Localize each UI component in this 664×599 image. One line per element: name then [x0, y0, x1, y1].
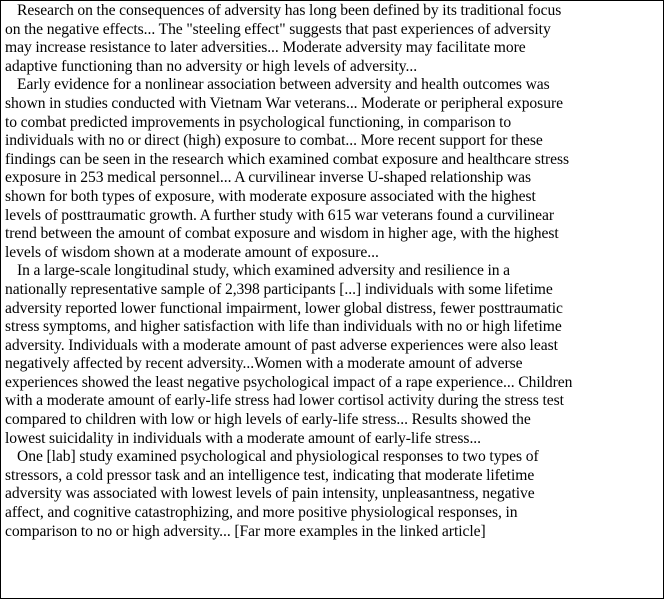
paragraph-2-line-6: exposure in 253 medical personnel... A curvilinear inverse U-shaped relationship was — [5, 169, 532, 187]
paragraph-3-line-2: nationally representative sample of 2,398 participants [...] individuals with some lifetime — [5, 280, 553, 298]
paragraph-1-line-2: on the negative effects... The "steeling effect" suggests that past experiences of adversity — [5, 20, 551, 38]
paragraph-3-line-10: lowest suicidality in individuals with a moderate amount of early-life stress... — [5, 429, 481, 447]
paragraph-2-line-9: trend between the amount of combat exposure and wisdom in higher age, with the highest — [5, 225, 559, 243]
paragraph-2-line-10: levels of wisdom shown at a moderate amount of exposure... — [5, 243, 379, 261]
paragraph-4-line-1: One [lab] study examined psychological and physiological responses to two types of — [17, 448, 539, 466]
paragraph-3-line-5: adversity. Individuals with a moderate amount of past adverse experiences were also least — [5, 336, 558, 354]
paragraph-3-line-3: adversity reported lower functional impairment, lower global distress, fewer posttraumatic — [5, 299, 563, 317]
paragraph-2-line-1: Early evidence for a nonlinear association between adversity and health outcomes was — [17, 76, 550, 94]
paragraph-2-line-5: findings can be seen in the research which examined combat exposure and healthcare stress — [5, 150, 570, 168]
paragraph-1-line-1: Research on the consequences of adversity has long been defined by its traditional focus — [17, 2, 562, 19]
paragraph-4-line-3: adversity was associated with lowest levels of pain intensity, unpleasantness, negative — [5, 485, 535, 503]
paragraph-3-line-8: with a moderate amount of early-life stress had lower cortisol activity during the stress test — [5, 392, 564, 410]
paragraph-1-line-4: adaptive functioning than no adversity or high levels of adversity... — [5, 57, 418, 75]
paragraph-2-line-3: to combat predicted improvements in psychological functioning, in comparison to — [5, 113, 512, 131]
paragraph-3-line-6: negatively affected by recent adversity...Women with a moderate amount of adverse — [5, 355, 523, 373]
paragraph-1-line-3: may increase resistance to later adversities... Moderate adversity may facilitate more — [5, 39, 526, 57]
paragraph-2-line-7: shown for both types of exposure, with moderate exposure associated with the highest — [5, 187, 536, 205]
paragraph-4-line-2: stressors, a cold pressor task and an intelligence test, indicating that moderate lifetime — [5, 466, 535, 484]
paragraph-2-line-8: levels of posttraumatic growth. A further study with 615 war veterans found a curvilinear — [5, 206, 554, 224]
paragraph-2-line-2: shown in studies conducted with Vietnam War veterans... Moderate or peripheral exposure — [5, 94, 563, 112]
paragraph-3-line-7: experiences showed the least negative psychological impact of a rape experience... Children — [5, 373, 573, 391]
paragraph-3-line-9: compared to children with low or high levels of early-life stress... Results showed the — [5, 411, 531, 429]
quote-text — [5, 2, 664, 541]
paragraph-3-line-1: In a large-scale longitudinal study, which examined adversity and resilience in a — [17, 262, 511, 280]
paragraph-2-line-4: individuals with no or direct (high) exposure to combat... More recent support for these — [5, 132, 543, 150]
paragraph-4-line-4: affect, and cognitive catastrophizing, and more positive physiological responses, in — [5, 504, 518, 522]
paragraph-3-line-4: stress symptoms, and higher satisfaction with life than individuals with no or high lifetime — [5, 318, 562, 336]
paragraph-4-line-5: comparison to no or high adversity... [Far more examples in the linked article] — [5, 522, 486, 540]
